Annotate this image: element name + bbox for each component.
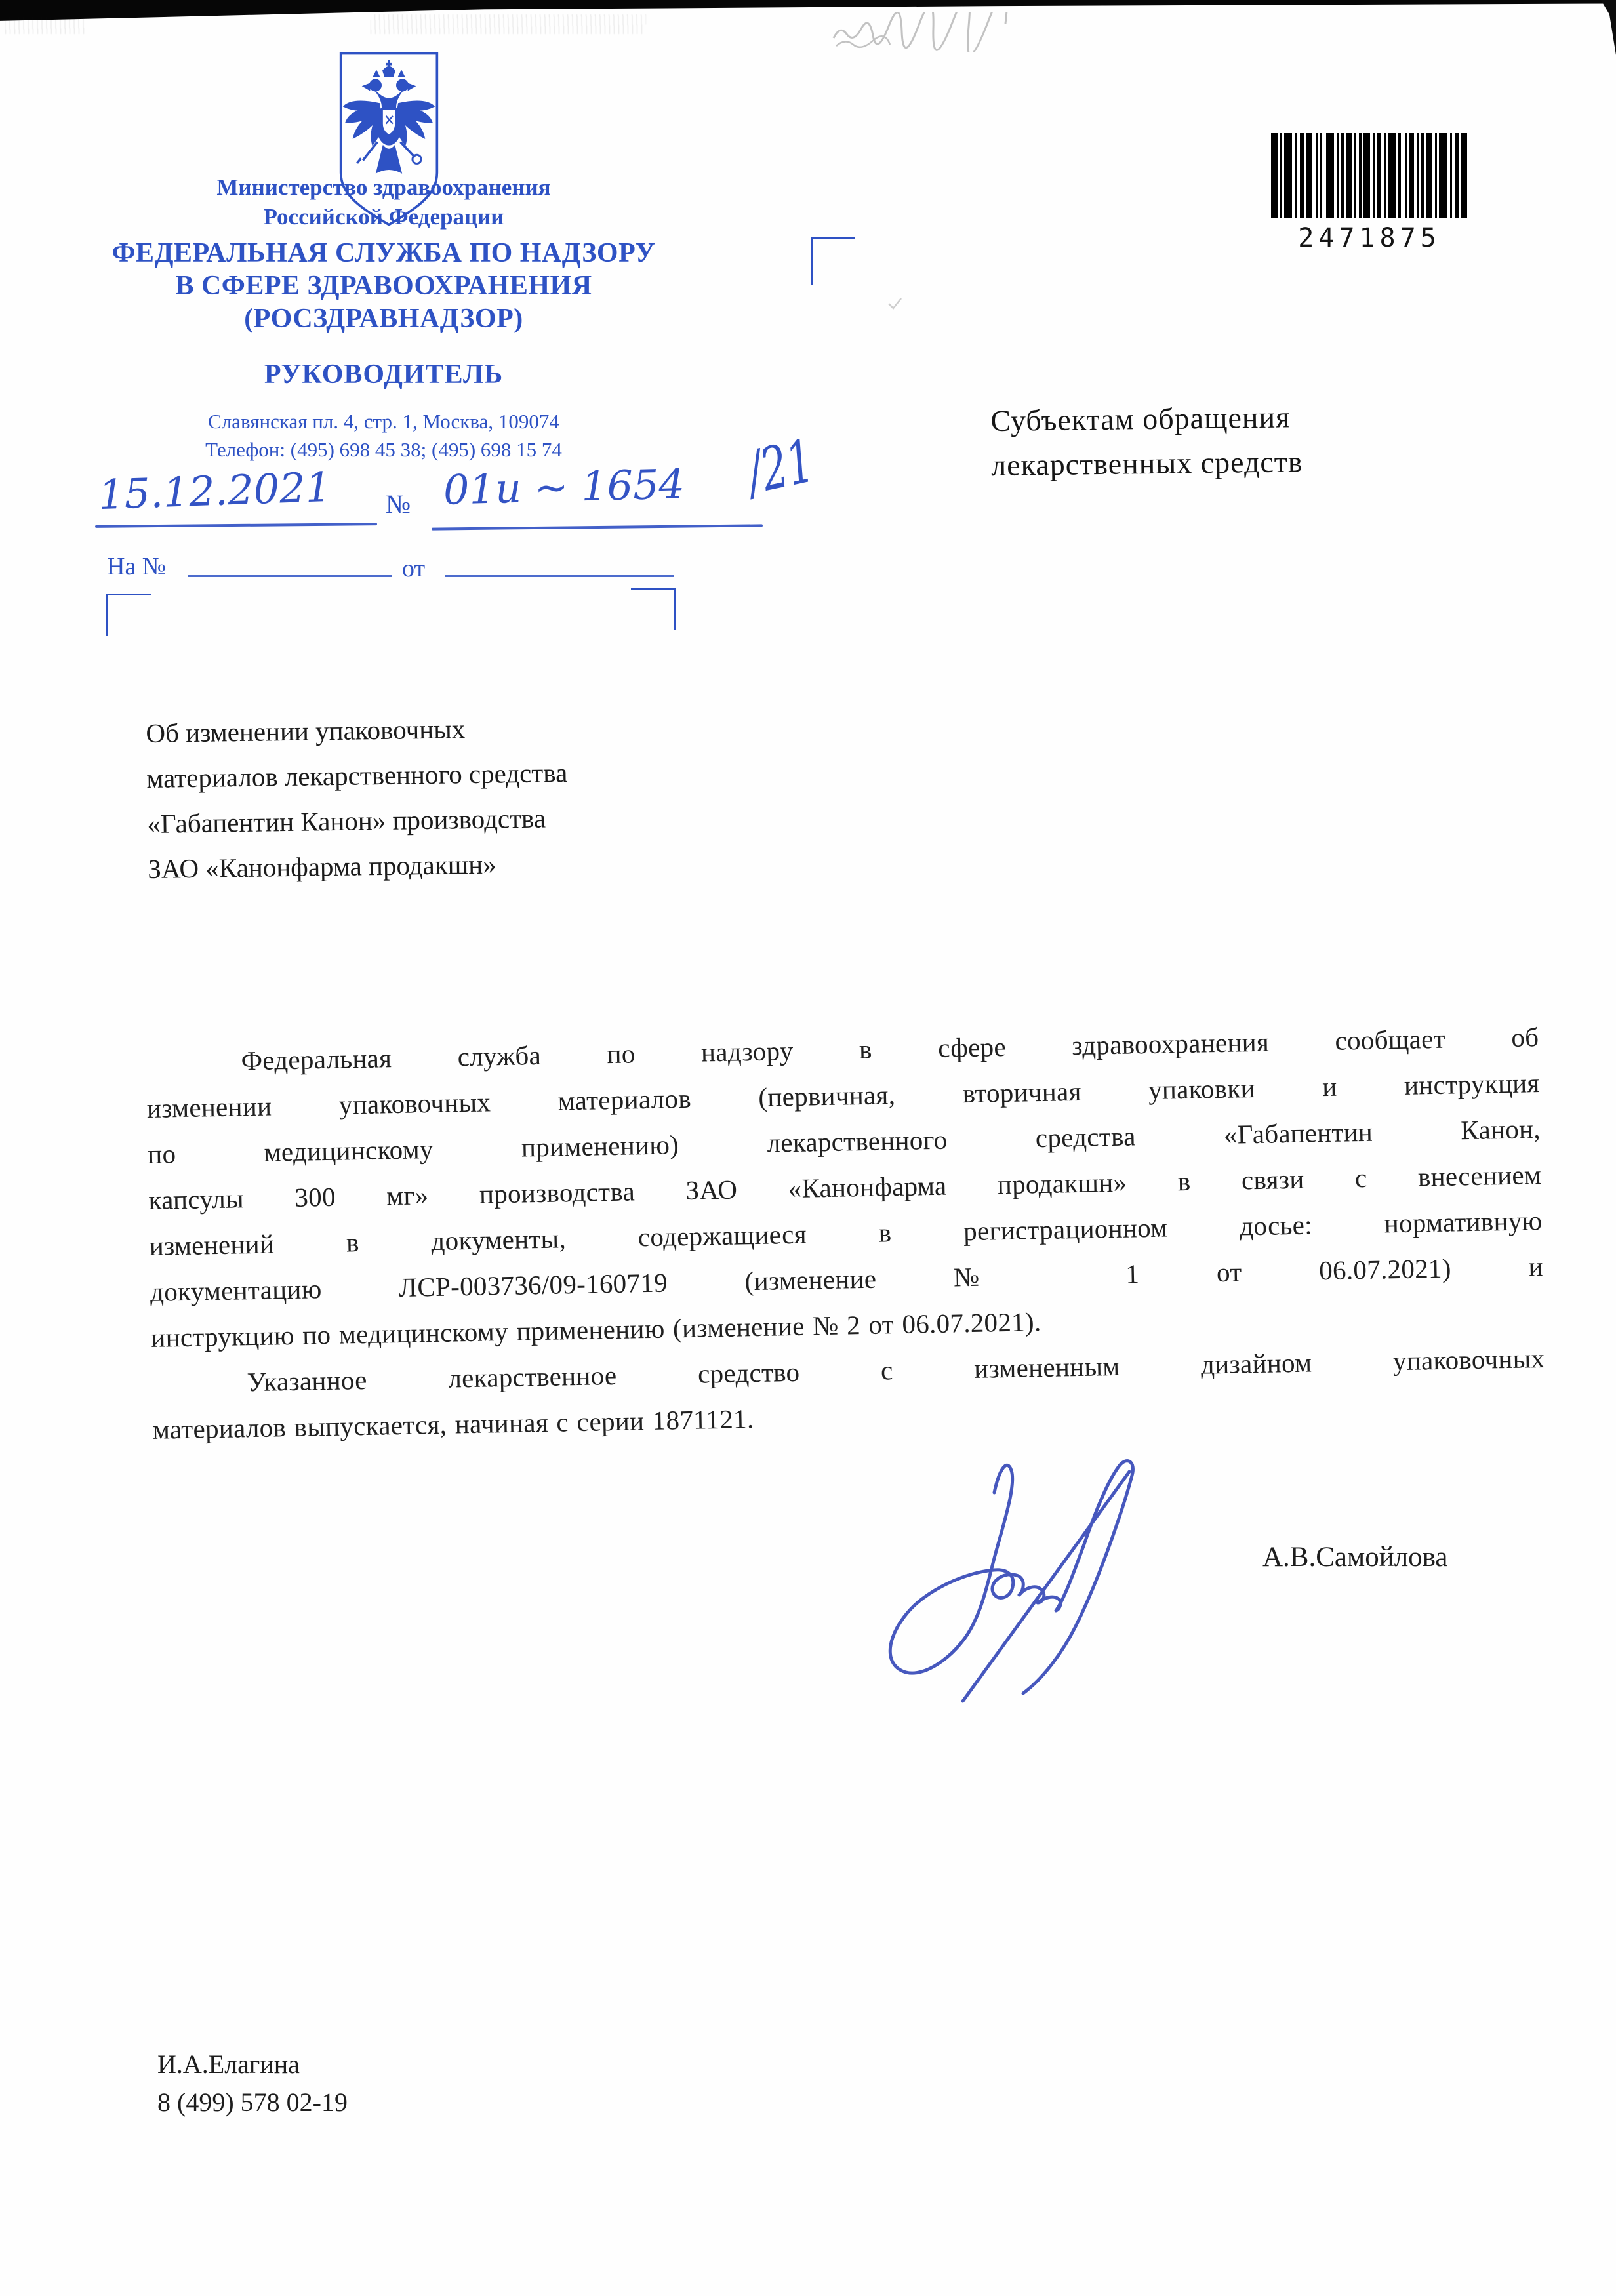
body-line: по медицинскому применению) лекарственного средства «Габапентин Канон,	[147, 1114, 1541, 1169]
signatory-name: А.В.Самойлова	[1262, 1542, 1448, 1573]
recipient-line2: лекарственных средств	[990, 445, 1303, 482]
subject-line: ЗАО «Канонфарма продакшн»	[148, 849, 496, 884]
scan-noise-strip	[5, 17, 84, 34]
date-underline	[95, 523, 377, 528]
corner-mark-left	[106, 594, 152, 636]
number-underline	[432, 524, 763, 530]
scan-artifact-corner	[1569, 0, 1616, 55]
handwritten-date: 15.12.2021	[97, 462, 333, 519]
barcode-number: 2471875	[1298, 223, 1441, 253]
subject-line: Об изменении упаковочных	[146, 714, 466, 748]
registration-barcode	[1271, 133, 1468, 253]
body-line: документацию ЛСР-003736/09-160719 (изменение № 1 от 06.07.2021) и	[150, 1251, 1544, 1307]
executor-name: И.А.Елагина	[157, 2049, 300, 2079]
handwritten-number: 01и ~ 1654	[443, 460, 685, 514]
letterhead	[95, 0, 672, 498]
body-line: инструкцию по медицинскому применению (изменение № 2 от 06.07.2021).	[150, 1306, 1041, 1353]
pencil-scribble	[830, 12, 1046, 52]
ministry-name-line2: Российской Федерации	[263, 204, 504, 230]
org-phone: Телефон: (495) 698 45 38; (495) 698 15 74	[205, 438, 562, 461]
recipient-block	[990, 393, 1490, 488]
from-label: от	[402, 555, 426, 582]
corner-mark-right	[631, 588, 676, 630]
subject-line: «Габапентин Канон» производства	[147, 803, 546, 839]
scan-speck	[887, 296, 904, 311]
subject-line: материалов лекарственного средства	[146, 757, 568, 794]
service-short-name: (РОСЗДРАВНАДЗОР)	[244, 304, 523, 334]
position-title: РУКОВОДИТЕЛЬ	[264, 359, 504, 390]
handwritten-signature	[866, 1430, 1240, 1718]
letter-body	[146, 1014, 1546, 1453]
in-reply-to-blank	[188, 575, 392, 577]
body-line: изменений в документы, содержащиеся в регистрационном досье: нормативную	[149, 1205, 1543, 1261]
body-line: изменении упаковочных материалов (первичная, вторичная упаковки и инструкция	[146, 1068, 1540, 1123]
in-reply-to-label: На №	[107, 553, 167, 580]
recipient-line1: Субъектам обращения	[990, 400, 1291, 437]
from-blank	[445, 575, 674, 577]
ministry-name-line1: Министерство здравоохранения	[216, 174, 551, 200]
service-name-line1: ФЕДЕРАЛЬНАЯ СЛУЖБА ПО НАДЗОРУ	[111, 238, 656, 268]
handwritten-number-suffix: /21	[740, 426, 820, 508]
org-address: Славянская пл. 4, стр. 1, Москва, 109074	[208, 410, 559, 433]
corner-mark-addressee	[811, 237, 855, 285]
number-sign-label: №	[386, 489, 411, 519]
body-line: материалов выпускается, начиная с серии 1871121.	[152, 1403, 754, 1445]
body-paragraph-1	[146, 1014, 1545, 1361]
executor-phone: 8 (499) 578 02-19	[157, 2087, 348, 2117]
service-name-line2: В СФЕРЕ ЗДРАВООХРАНЕНИЯ	[175, 271, 592, 301]
body-line: Указанное лекарственное средство с измененным дизайном упаковочных	[247, 1342, 1545, 1398]
body-line: Федеральная служба по надзору в сфере здравоохранения сообщает об	[241, 1022, 1539, 1076]
subject-block	[146, 703, 712, 892]
barcode-bars	[1271, 133, 1468, 218]
body-line: капсулы 300 мг» производства ЗАО «Канонфарма продакшн» в связи с внесением	[148, 1159, 1542, 1215]
